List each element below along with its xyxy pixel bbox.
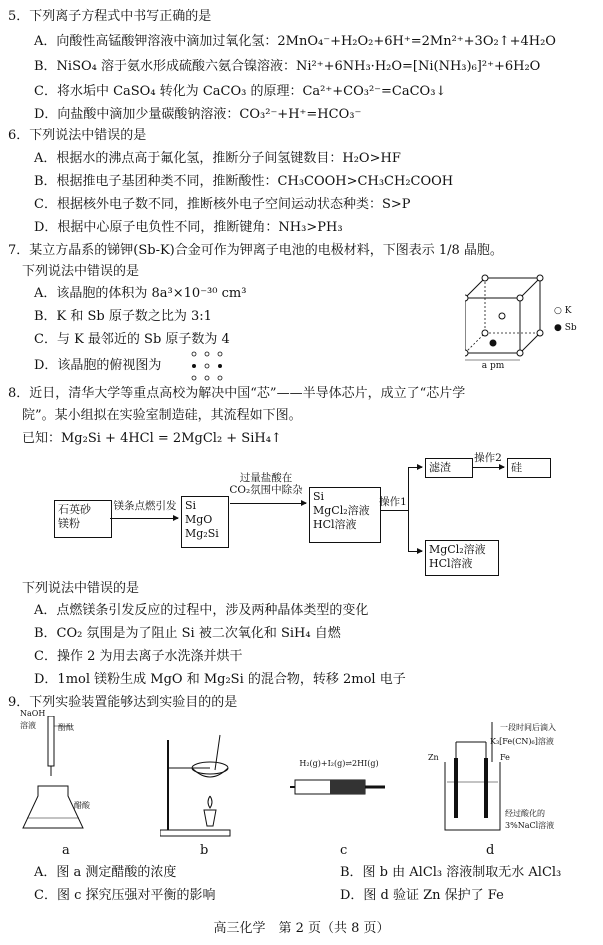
fig-c-equation: H₂(g)+I₂(g)⇌2HI(g) (299, 759, 379, 768)
flow-mid-box: Si MgCl₂溶液 HCl溶液 (309, 487, 381, 543)
q7-legend-k: ○ K (554, 306, 572, 316)
fig-c-caption: c (340, 843, 348, 858)
q7-option-d[interactable]: D．该晶胞的俯视图为 (34, 358, 162, 373)
flow-filtrate-box: MgCl₂溶液 HCl溶液 (425, 540, 499, 576)
fig-d-label-drop: 一段时间后滴入 (500, 723, 556, 732)
flow-arrow-2 (230, 503, 306, 504)
fig-b-caption: b (200, 843, 209, 858)
fig-a-label-naoh: NaOH溶液 (20, 709, 46, 730)
q8-substem: 下列说法中错误的是 (22, 581, 140, 596)
q5-option-a[interactable]: A．向酸性高锰酸钾溶液中滴加过氧化氢：2MnO₄⁻+H₂O₂+6H⁺=2Mn²⁺+3O₂↑+4H₂O (34, 34, 556, 49)
q5-option-b[interactable]: B．NiSO₄ 溶于氨水形成硫酸六氨合镍溶液：Ni²⁺+6NH₃·H₂O=[Ni(NH₃)₆]²⁺+6H₂O (34, 59, 541, 74)
flow-connector (380, 510, 408, 511)
fig-a-caption: a (62, 843, 70, 858)
q7-legend-sb: ● Sb (554, 323, 577, 333)
flow-op2-label: 操作2 (474, 452, 502, 464)
fig-d-label-acidified: 经过酸化的 (505, 809, 545, 818)
flow-mix-box: Si MgO Mg₂Si (181, 496, 229, 548)
flow-arrow-3 (472, 467, 504, 468)
flow-arrow-1 (110, 518, 178, 519)
fig-d-caption: d (486, 843, 495, 858)
flow-op1-label: 操作1 (379, 496, 407, 508)
q5-option-d[interactable]: D．向盐酸中滴加少量碳酸钠溶液：CO₃²⁻+H⁺=HCO₃⁻ (34, 107, 362, 122)
fig-d-label-zn: Zn (428, 753, 439, 762)
flow-product-box: 硅 (507, 458, 551, 478)
q8-known-equation: 已知：Mg₂Si + 4HCl = 2MgCl₂ + SiH₄↑ (22, 431, 282, 446)
q7-option-a[interactable]: A．该晶胞的体积为 8a³×10⁻³⁰ cm³ (34, 286, 247, 301)
q6-option-a[interactable]: A．根据水的沸点高于氟化氢，推断分子间氢键数目：H₂O>HF (34, 151, 401, 166)
fig-a-label-indicator: 酚酞 (58, 723, 74, 732)
flow-residue-box: 滤渣 (425, 458, 473, 478)
q8-option-a[interactable]: A．点燃镁条引发反应的过程中，涉及两种晶体类型的变化 (34, 603, 369, 618)
q9-option-a[interactable]: A．图 a 测定醋酸的浓度 (34, 865, 177, 880)
fig-d-label-nacl: 3%NaCl溶液 (505, 821, 555, 830)
q7-top-view-figure (188, 348, 226, 384)
q7-substem: 下列说法中错误的是 (22, 264, 140, 279)
q5-option-c[interactable]: C．将水垢中 CaSO₄ 转化为 CaCO₃ 的原理：Ca²⁺+CO₃²⁻=CaCO₃↓ (34, 84, 447, 99)
q7-stem: 7．某立方晶系的锑钾(Sb-K)合金可作为钾离子电池的电极材料，下图表示 1/8 晶胞。 (8, 243, 503, 258)
q8-option-c[interactable]: C．操作 2 为用去离子水洗涤并烘干 (34, 649, 243, 664)
q5-stem: 5．下列离子方程式中书写正确的是 (8, 9, 212, 24)
fig-a-label-acid: 醋酸 (74, 801, 90, 810)
page-footer: 高三化学 第 2 页（共 8 页） (213, 921, 390, 936)
q8-stem-line2: 院”。某小组拟在实验室制造硅，其流程如下图。 (22, 408, 302, 423)
q9-stem: 9．下列实验装置能够达到实验目的的是 (8, 695, 238, 710)
q7-option-c[interactable]: C．与 K 最邻近的 Sb 原子数为 4 (34, 332, 230, 347)
q9-option-c[interactable]: C．图 c 探究压强对平衡的影响 (34, 888, 216, 903)
q8-stem-line1: 8．近日，清华大学等重点高校为解决中国“芯”——半导体芯片，成立了“芯片学 (8, 386, 466, 401)
q9-figure-c (290, 770, 390, 810)
q7-option-b[interactable]: B．K 和 Sb 原子数之比为 3:1 (34, 309, 212, 324)
flow-start-box: 石英砂 镁粉 (54, 500, 112, 538)
q9-figure-a (18, 716, 118, 836)
q9-figure-b (160, 730, 250, 838)
fig-d-label-reagent: K₃[Fe(CN)₆]溶液 (490, 737, 554, 746)
q7-unit-cell-figure (465, 268, 545, 373)
q8-option-b[interactable]: B．CO₂ 氛围是为了阻止 Si 被二次氧化和 SiH₄ 自燃 (34, 626, 341, 641)
q6-option-b[interactable]: B．根据推电子基团种类不同，推断酸性：CH₃COOH>CH₃CH₂COOH (34, 174, 454, 189)
q7-axis-label: a pm (481, 361, 505, 371)
q6-stem: 6．下列说法中错误的是 (8, 128, 147, 143)
q9-option-d[interactable]: D．图 d 验证 Zn 保护了 Fe (340, 888, 504, 903)
q6-option-c[interactable]: C．根据核外电子数不同，推断核外电子空间运动状态种类：S>P (34, 197, 411, 212)
fig-d-label-fe: Fe (500, 753, 510, 762)
q8-option-d[interactable]: D．1mol 镁粉生成 MgO 和 Mg₂Si 的混合物，转移 2mol 电子 (34, 672, 406, 687)
flow-arrow-filtrate (408, 551, 422, 552)
flow-branch-line (408, 467, 409, 552)
flow-step1-label: 镁条点燃引发 (113, 500, 177, 512)
flow-arrow-residue (408, 467, 422, 468)
q6-option-d[interactable]: D．根据中心原子电负性不同，推断键角：NH₃>PH₃ (34, 220, 343, 235)
q9-option-b[interactable]: B．图 b 由 AlCl₃ 溶液制取无水 AlCl₃ (340, 865, 562, 880)
flow-step2-label: 过量盐酸在 CO₂氛围中除杂 (229, 472, 303, 496)
